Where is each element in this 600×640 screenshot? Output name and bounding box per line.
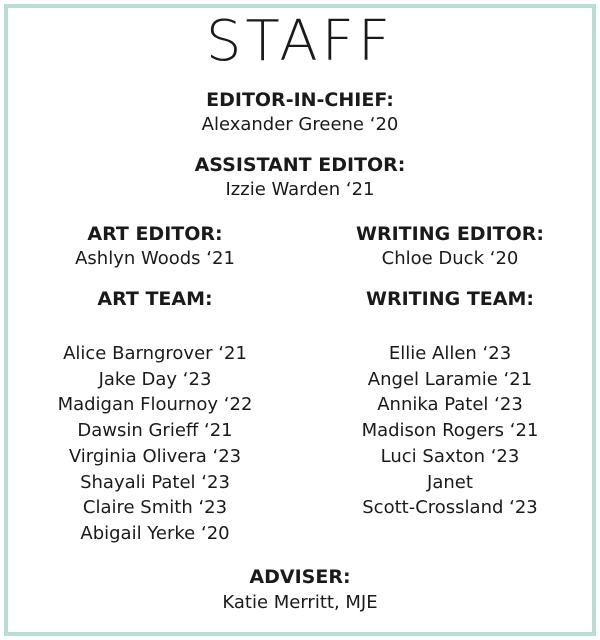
editor-in-chief-label: EDITOR-IN-CHIEF: [206,89,394,111]
writing-team-label: WRITING TEAM: [366,288,534,310]
staff-member: Annika Patel ‘23 [377,394,523,416]
art-team-label: ART TEAM: [97,288,213,310]
staff-member: Abigail Yerke ‘20 [80,522,230,544]
staff-member: Luci Saxton ‘23 [380,445,520,467]
staff-member: Scott-Crossland ‘23 [362,497,538,519]
adviser-name: Katie Merritt, MJE [222,592,378,613]
assistant-editor-name: Izzie Warden ‘21 [225,179,375,200]
staff-member: Alice Barngrover ‘21 [63,343,247,364]
staff-member: Virginia Olivera ‘23 [68,445,242,467]
writing-editor-name: Chloe Duck ‘20 [381,248,519,269]
staff-member: Ellie Allen ‘23 [388,343,512,364]
staff-member: Madigan Flournoy ‘22 [57,394,253,416]
writing-team-list [300,341,600,521]
staff-member: Janet [427,471,473,493]
staff-member: Madison Rogers ‘21 [361,420,539,442]
writing-editor-label: WRITING EDITOR: [356,223,544,245]
editor-in-chief-name: Alexander Greene ‘20 [201,114,399,135]
staff-member: Claire Smith ‘23 [82,497,228,519]
staff-member: Shayali Patel ‘23 [80,471,230,493]
art-team-list [0,341,310,547]
staff-member: Dawsin Grieff ‘21 [77,420,233,442]
staff-member: Jake Day ‘23 [98,368,212,390]
adviser-label: ADVISER: [249,566,351,588]
page-title: STAFF [205,9,395,74]
staff-member: Angel Laramie ‘21 [367,368,533,390]
assistant-editor-label: ASSISTANT EDITOR: [194,154,406,176]
art-editor-label: ART EDITOR: [87,223,223,245]
art-editor-name: Ashlyn Woods ‘21 [75,248,235,269]
